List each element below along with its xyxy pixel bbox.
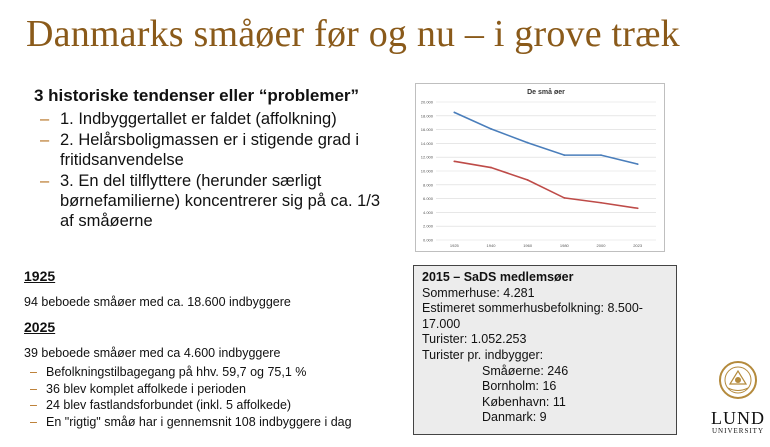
list-item xyxy=(24,381,404,398)
history-item-text: En "rigtig" småø har i gennemsnit 108 indbyggere i dag xyxy=(46,414,352,429)
tendencies-section xyxy=(34,86,394,232)
x-tick-label: 2000 xyxy=(596,243,606,248)
x-tick-label: 1960 xyxy=(523,243,533,248)
data-point xyxy=(453,111,455,113)
logo-name: LUND xyxy=(711,408,765,428)
data-point xyxy=(490,128,492,130)
history-1925-text: 94 beboede småøer med ca. 18.600 indbyggere xyxy=(24,295,291,309)
list-item xyxy=(24,364,404,381)
history-item-text: Befolkningstilbagegang på hhv. 59,7 og 75,1 % xyxy=(46,365,307,379)
data-point xyxy=(600,202,602,204)
sads-stat: København: 11 xyxy=(482,394,566,409)
y-tick-label: 18.000 xyxy=(420,113,433,119)
sads-stat: Danmark: 9 xyxy=(482,410,547,425)
x-tick-label: 2023 xyxy=(633,243,643,248)
data-point xyxy=(637,207,639,209)
sads-stat: Småøerne: 246 xyxy=(482,363,569,378)
y-tick-label: 4.000 xyxy=(422,209,433,215)
sads-line: Estimeret sommerhusbefolkning: 8.500-17.000 xyxy=(422,301,643,331)
history-item-text: 24 blev fastlandsforbundet (inkl. 5 affolkede) xyxy=(46,398,292,412)
list-item xyxy=(34,130,394,170)
list-item xyxy=(34,171,394,231)
data-point xyxy=(453,160,455,162)
data-point xyxy=(563,197,565,199)
dash-bullet-icon: – xyxy=(30,414,37,429)
y-tick-label: 14.000 xyxy=(420,140,433,146)
tendency-text: 1. Indbyggertallet er faldet (affolkning) xyxy=(60,110,337,128)
logo-subtitle: UNIVERSITY xyxy=(712,427,764,435)
sads-line: Sommerhuse: 4.281 xyxy=(422,285,535,300)
y-tick-label: 10.000 xyxy=(420,168,433,174)
y-tick-label: 8.000 xyxy=(422,182,433,188)
y-tick-label: 20.000 xyxy=(420,99,433,105)
data-point xyxy=(563,154,565,156)
tendencies-list xyxy=(34,109,394,231)
series-line-1 xyxy=(454,112,637,164)
chart-title: De små øer xyxy=(527,89,565,96)
x-tick-label: 1925 xyxy=(449,243,459,248)
y-tick-label: 16.000 xyxy=(420,127,433,133)
history-2025-text: 39 beboede småøer med ca 4.600 indbyggere xyxy=(24,346,281,360)
tendency-text: 3. En del tilflyttere (herunder særligt børnefamilierne) koncentrerer sig på ca. 1/3 af småøerne xyxy=(60,172,381,230)
tendency-text: 2. Helårsboligmassen er i stigende grad i fritidsanvendelse xyxy=(60,131,359,169)
list-item xyxy=(34,109,394,129)
dash-bullet-icon: – xyxy=(30,365,37,379)
y-tick-label: 6.000 xyxy=(422,196,433,202)
history-item-text: 36 blev komplet affolkede i perioden xyxy=(46,381,246,396)
population-chart xyxy=(415,83,665,252)
year-1925-heading: 1925 xyxy=(24,268,56,284)
x-tick-label: 1940 xyxy=(486,243,496,248)
history-2025-list xyxy=(24,364,404,430)
university-seal-icon xyxy=(716,360,760,400)
sads-line: Turister pr. indbygger: xyxy=(422,347,544,362)
data-point xyxy=(527,142,529,144)
sads-stat: Bornholm: 16 xyxy=(482,379,557,394)
y-tick-label: 12.000 xyxy=(420,154,433,160)
x-tick-label: 1980 xyxy=(559,243,569,248)
data-point xyxy=(637,163,639,165)
tendencies-heading: 3 historiske tendenser eller “problemer” xyxy=(34,86,360,105)
y-tick-label: 0.000 xyxy=(422,237,433,243)
sads-line: Turister: 1.052.253 xyxy=(422,332,527,347)
dash-bullet-icon: – xyxy=(40,172,50,190)
dash-bullet-icon: – xyxy=(30,398,37,412)
chart-svg xyxy=(416,84,664,251)
y-tick-label: 2.000 xyxy=(422,223,433,229)
dash-bullet-icon: – xyxy=(40,131,50,149)
sads-info-box xyxy=(413,265,677,435)
page-title: Danmarks småøer før og nu – i grove træk xyxy=(26,13,680,55)
data-point xyxy=(600,154,602,156)
list-item xyxy=(24,397,404,414)
dash-bullet-icon: – xyxy=(40,110,50,128)
year-2025-heading: 2025 xyxy=(24,319,56,335)
sads-title: 2015 – SaDS medlemsøer xyxy=(422,270,574,284)
history-section xyxy=(24,268,404,430)
lund-university-logo xyxy=(708,360,768,440)
data-point xyxy=(527,179,529,181)
dash-bullet-icon: – xyxy=(30,381,37,396)
list-item xyxy=(24,414,404,431)
data-point xyxy=(490,167,492,169)
